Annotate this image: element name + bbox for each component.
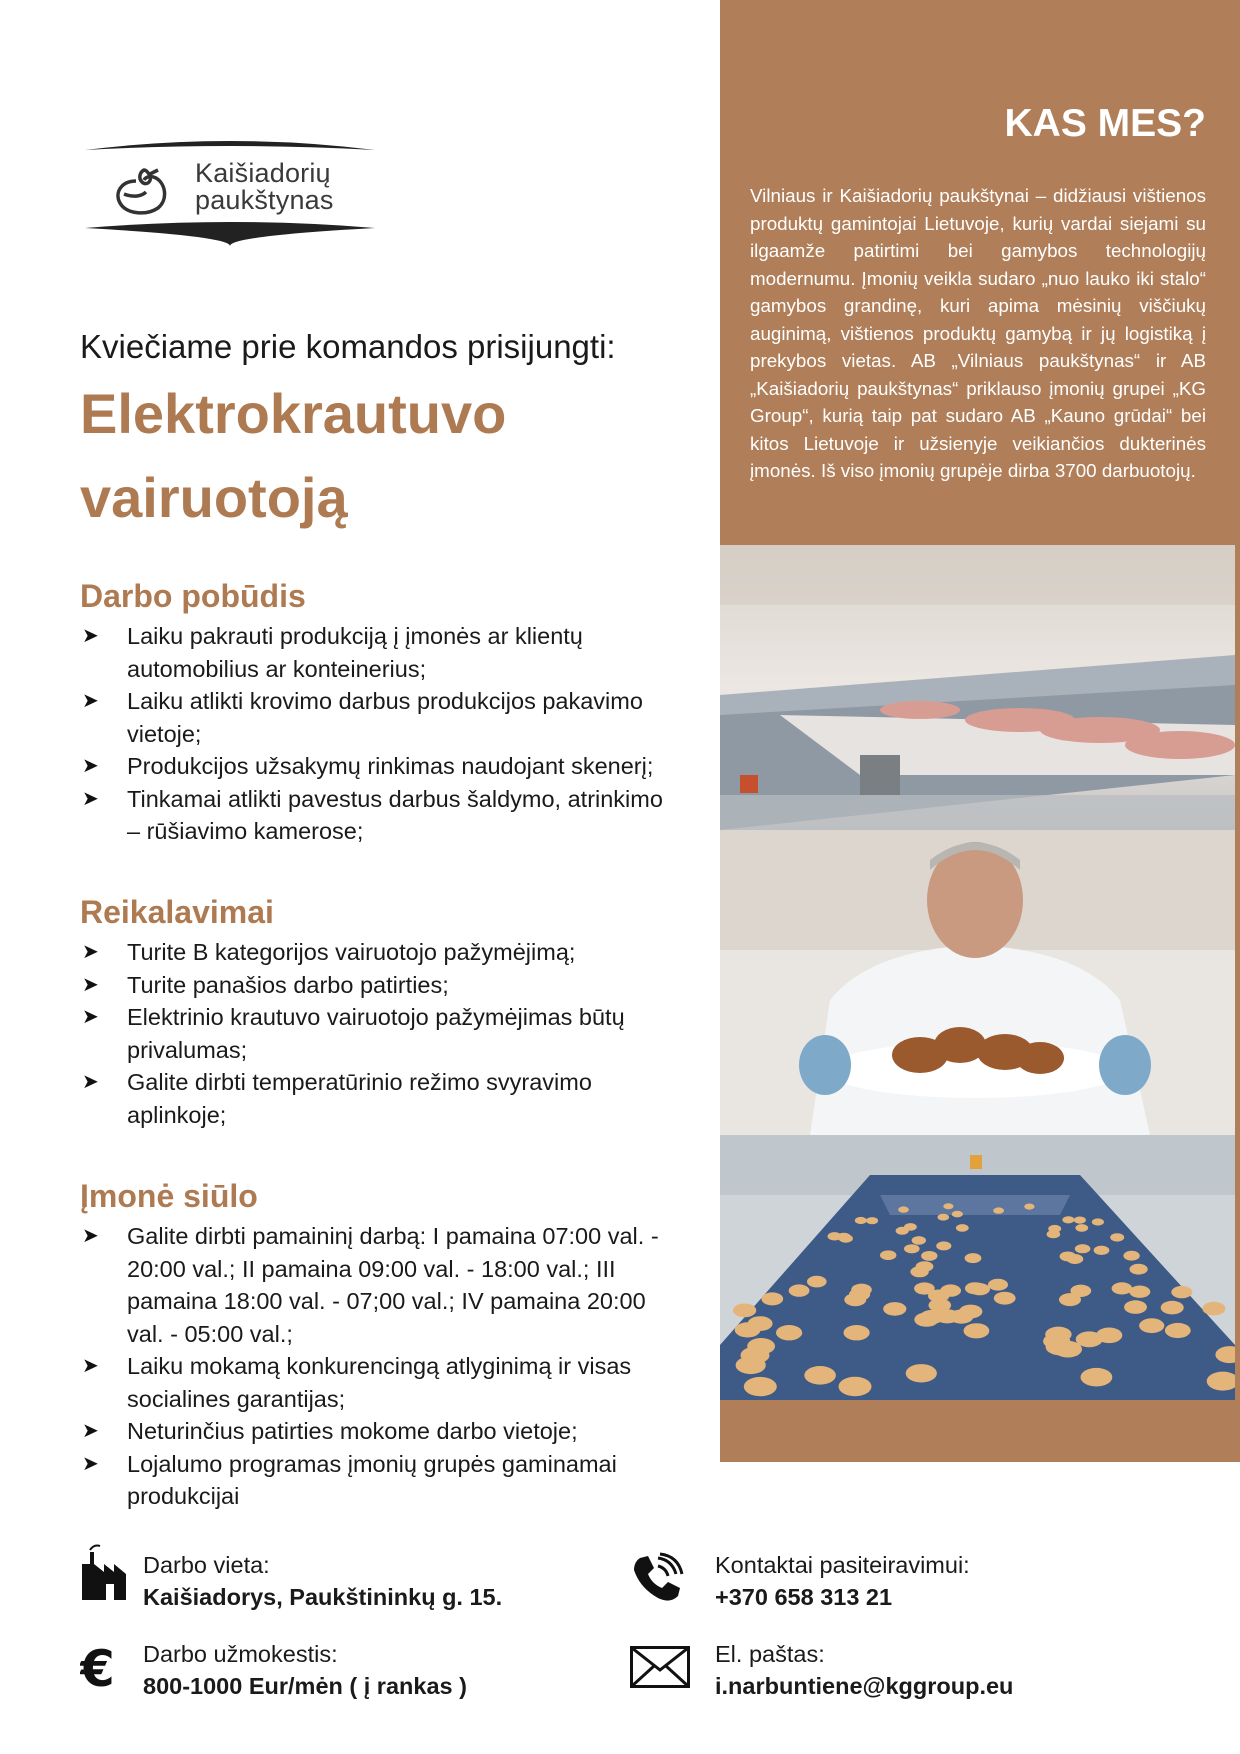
arrow-bullet-icon: ➤	[82, 941, 99, 963]
arrow-bullet-icon: ➤	[82, 1225, 99, 1247]
salary-value: 800-1000 Eur/mėn ( į rankas )	[143, 1673, 467, 1699]
arrow-bullet-icon: ➤	[82, 1452, 99, 1475]
location-value: Kaišiadorys, Paukštininkų g. 15.	[143, 1584, 503, 1610]
envelope-icon	[630, 1646, 690, 1688]
svg-text:€: €	[80, 1642, 115, 1692]
list-item: ➤ Produkcijos užsakymų rinkimas naudojant skenerį;	[80, 750, 680, 783]
invite-text: Kviečiame prie komandos prisijungti:	[80, 328, 616, 365]
euro-icon	[80, 1642, 120, 1692]
arrow-bullet-icon: ➤	[82, 1420, 99, 1442]
logo-line-1: Kaišiadorių	[195, 158, 331, 188]
arrow-bullet-icon: ➤	[82, 973, 99, 996]
requirements-list	[80, 936, 680, 1131]
list-item: ➤ Laiku mokamą konkurencingą atlyginimą ir visas socialines garantijas;	[80, 1350, 680, 1415]
bird-icon	[118, 170, 165, 213]
contact-label: Kontaktai pasiteiravimui:	[715, 1552, 970, 1578]
logo-line-2: paukštynas	[195, 185, 334, 215]
list-item: ➤ Turite panašios darbo patirties;	[80, 969, 680, 1002]
arrow-bullet-icon: ➤	[82, 1071, 99, 1093]
section-title-duties: Darbo pobūdis	[80, 578, 306, 614]
contact-value[interactable]: +370 658 313 21	[715, 1584, 893, 1610]
phone-icon	[630, 1552, 684, 1606]
list-item: ➤ Elektrinio krautuvo vairuotojo pažymėjimas būtų privalumas;	[80, 1001, 680, 1066]
arrow-bullet-icon: ➤	[82, 787, 99, 810]
arrow-bullet-icon: ➤	[82, 1006, 99, 1028]
conveyor-photo	[720, 545, 1235, 830]
list-item: ➤ Tinkamai atlikti pavestus darbus šaldymo, atrinkimo – rūšiavimo kamerose;	[80, 783, 680, 848]
list-item: ➤ Lojalumo programas įmonių grupės gaminamai produkcijai	[80, 1448, 680, 1513]
duties-list	[80, 620, 680, 848]
list-item: ➤ Turite B kategorijos vairuotojo pažymėjimą;	[80, 936, 680, 969]
logo-text	[195, 160, 334, 214]
list-item: ➤ Laiku pakrauti produkciją į įmonės ar klientų automobilius ar konteinerius;	[80, 620, 680, 685]
section-title-offer: Įmonė siūlo	[80, 1178, 258, 1214]
arrow-bullet-icon: ➤	[82, 1355, 99, 1377]
list-item: ➤ Laiku atlikti krovimo darbus produkcijos pakavimo vietoje;	[80, 685, 680, 750]
about-text: Vilniaus ir Kaišiadorių paukštynai – didžiausi vištienos produktų gamintojai Lietuvoje, kurių vardai siejami su ilgaamže patirtimi bei gamybos technologijų modernumu. Įmonių veikla sudaro „nuo lauko iki stalo“ gamybos grandinę, kuri apima mėsinių viščiukų auginimą, vištienos produktų gamybą ir jų logistiką į prekybos vietas. AB „Vilniaus paukštynas“ ir AB „Kaišiadorių paukštynas“ priklauso įmonių grupei „KG Group“, kurią taip pat sudaro AB „Kauno grūdai“ bei kitos Lietuvoje ir užsienyje veikiančios dukterinės įmonės. Iš viso įmonių grupėje dirba 3700 darbuotojų.	[750, 185, 1206, 481]
location-label: Darbo vieta:	[143, 1552, 270, 1578]
arrow-bullet-icon: ➤	[82, 755, 99, 777]
section-title-requirements: Reikalavimai	[80, 894, 274, 930]
about-title: KAS MES?	[1004, 102, 1206, 145]
email-label: El. paštas:	[715, 1641, 825, 1667]
nuggets-conveyor-photo	[720, 1135, 1235, 1400]
offer-list	[80, 1220, 680, 1513]
list-item: ➤ Galite dirbti temperatūrinio režimo svyravimo aplinkoje;	[80, 1066, 680, 1131]
email-value[interactable]: i.narbuntiene@kggroup.eu	[715, 1673, 1014, 1699]
job-title: Elektrokrautuvo vairuotoją	[80, 382, 507, 529]
salary-label: Darbo užmokestis:	[143, 1641, 338, 1667]
arrow-bullet-icon: ➤	[82, 690, 99, 712]
list-item: ➤ Neturinčius patirties mokome darbo vietoje;	[80, 1415, 680, 1448]
list-item: ➤ Galite dirbti pamaininį darbą: I pamaina 07:00 val. - 20:00 val.; II pamaina 09:00 val. - 18:00 val.; III pamaina 18:00 val. - 07;00 val.; IV pamaina 20:00 val. - 05:00 val.;	[80, 1220, 680, 1350]
factory-icon	[80, 1544, 128, 1600]
arrow-bullet-icon: ➤	[82, 625, 99, 647]
chef-photo	[720, 830, 1235, 1135]
